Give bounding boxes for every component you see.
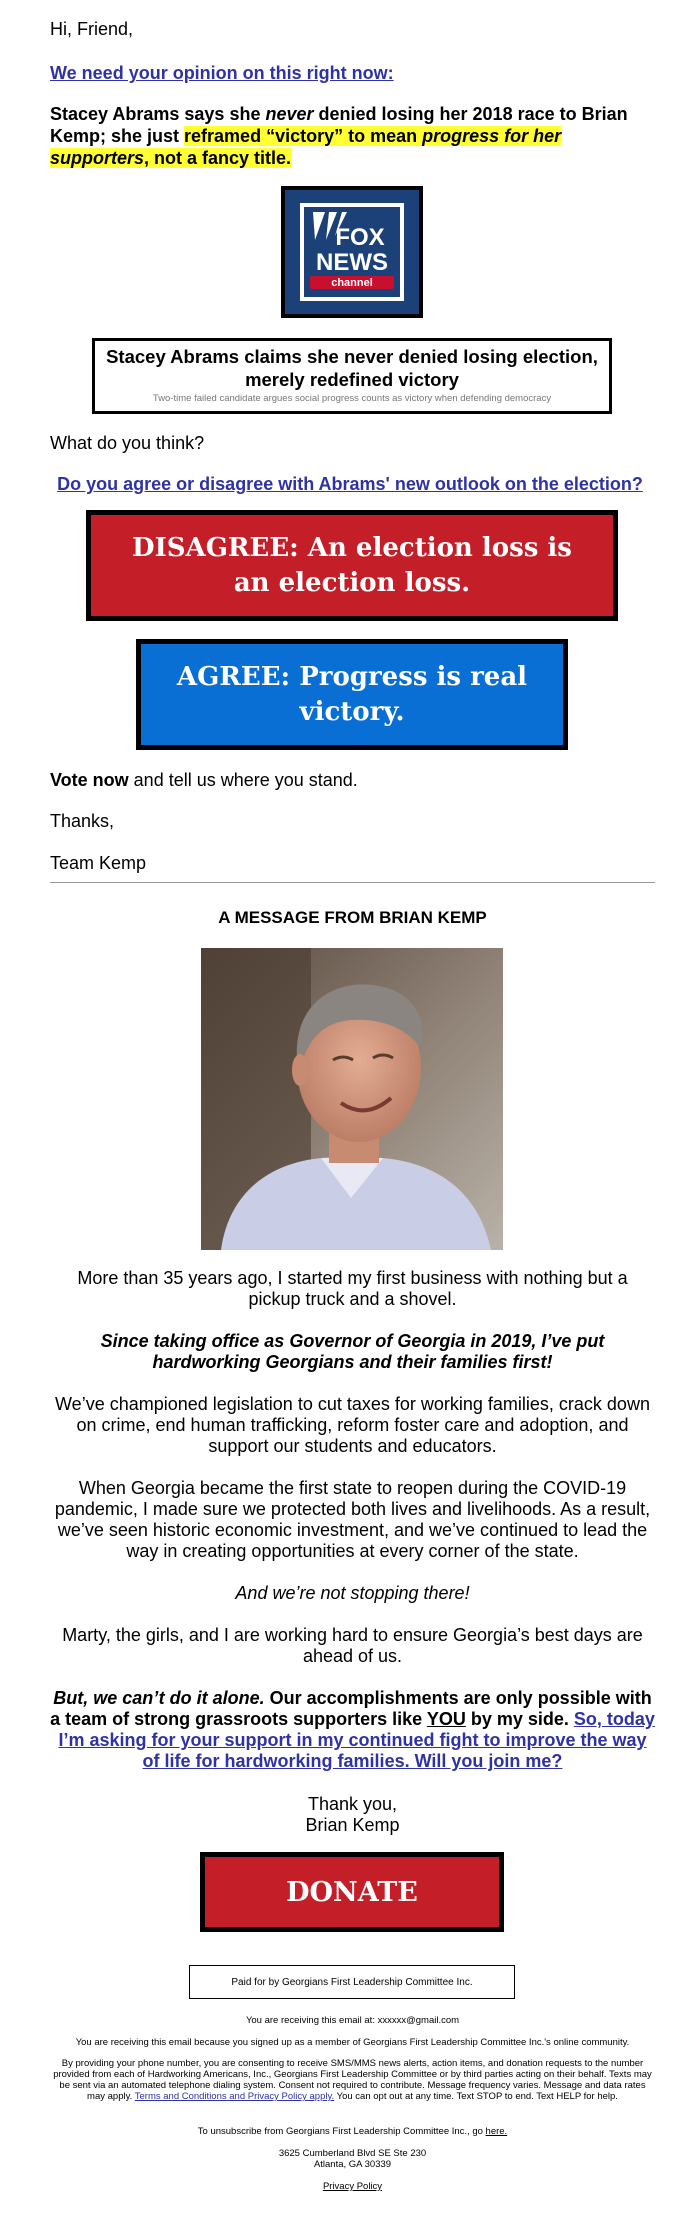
body-paragraph-4: When Georgia became the first state to reopen during the COVID-19 pandemic, I made sure we protected both lives and livelihoods. As a result, we’ve seen historic economic investment, and we’ve continued to lead the way in creating opportunities at every corner of the state. (54, 1478, 651, 1561)
thanks-text: Thanks, (50, 811, 115, 831)
logo-fox-text: FOX (335, 224, 385, 251)
body-paragraph-3: We’ve championed legislation to cut taxes for working families, crack down on crime, end human trafficking, reform foster care and adoption, and support our students and educators. (55, 1394, 650, 1456)
logo-news-text: NEWS (316, 249, 388, 276)
vote-text: Vote now and tell us where you stand. (50, 770, 358, 790)
governor-portrait (201, 948, 503, 1250)
lead-paragraph: Stacey Abrams says she never denied losing her 2018 race to Brian Kemp; she just reframed “victory” to mean progress for her supporters, not a fancy title. (50, 104, 628, 168)
signoff-text: Team Kemp (50, 853, 147, 873)
logo-channel-text: channel (331, 277, 373, 289)
unsubscribe-link[interactable]: here. (485, 2126, 508, 2137)
question-text: What do you think? (50, 433, 205, 453)
closing-thank-you: Thank you, (307, 1794, 398, 1814)
sms-consent: By providing your phone number, you are consenting to receive SMS/MMS news alerts, action items, and donation requests to the number provided from each of Hardworking Americans, Inc., Georgians First Leadership Committee or by third parties acting on their behalf. Texts may be sent via an automated telephone dialing system. Consent not required to contribute. Message frequency varies. Message and data rates may apply. Terms and Conditions and Privacy Policy apply. You can opt out at any time. Text STOP to end. Text HELP for help. (53, 2058, 652, 2102)
donate-button[interactable]: DONATE (200, 1852, 504, 1932)
poll-link[interactable]: Do you agree or disagree with Abrams' new outlook on the election? (57, 474, 643, 494)
headline-box[interactable] (92, 338, 612, 414)
terms-link[interactable]: Terms and Conditions and Privacy Policy apply. (134, 2091, 335, 2102)
body-paragraph-7: But, we can’t do it alone. Our accomplishments are only possible with a team of strong grassroots supporters like YOU by my side. So, today I’m asking for your support in my continued fight to improve the way of life for hardworking families. Will you join me? (50, 1688, 655, 1771)
support-link[interactable]: So, today I’m asking for your support in my continued fight to improve the way of life for hardworking families. Will you join me? (58, 1709, 655, 1771)
disagree-button[interactable]: DISAGREE: An election loss is an election loss. (86, 510, 618, 621)
privacy-policy-link[interactable]: Privacy Policy (322, 2181, 383, 2192)
body-paragraph-1: More than 35 years ago, I started my first business with nothing but a pickup truck and a shovel. (77, 1268, 628, 1309)
receiving-email: You are receiving this email at: xxxxxx@gmail.com (245, 2015, 460, 2026)
agree-button[interactable]: AGREE: Progress is real victory. (136, 639, 568, 750)
closing-name: Brian Kemp (305, 1815, 400, 1835)
address-line-2: Atlanta, GA 30339 (313, 2159, 392, 2170)
receiving-reason: You are receiving this email because you signed up as a member of Georgians First Leadership Committee Inc.'s online community. (75, 2037, 630, 2048)
headline-subtitle: Two-time failed candidate argues social progress counts as victory when defending democracy (152, 393, 552, 404)
paid-for-text: Paid for by Georgians First Leadership Committee Inc. (231, 1976, 473, 1988)
body-paragraph-6: Marty, the girls, and I are working hard to ensure Georgia’s best days are ahead of us. (62, 1625, 643, 1666)
message-header: A MESSAGE FROM BRIAN KEMP (218, 908, 487, 927)
unsubscribe-text: To unsubscribe from Georgians First Leadership Committee Inc., go here. (197, 2126, 508, 2137)
greeting: Hi, Friend, (50, 19, 134, 39)
address-line-1: 3625 Cumberland Blvd SE Ste 230 (278, 2148, 427, 2159)
body-paragraph-5: And we’re not stopping there! (235, 1583, 470, 1603)
fox-news-logo (281, 186, 423, 318)
headline-title: Stacey Abrams claims she never denied losing election, merely redefined victory (106, 346, 598, 390)
paid-for-box (189, 1965, 515, 1999)
divider (50, 882, 655, 883)
body-paragraph-2: Since taking office as Governor of Georgia in 2019, I’ve put hardworking Georgians and their families first! (100, 1331, 605, 1372)
opinion-link[interactable]: We need your opinion on this right now: (50, 63, 394, 83)
